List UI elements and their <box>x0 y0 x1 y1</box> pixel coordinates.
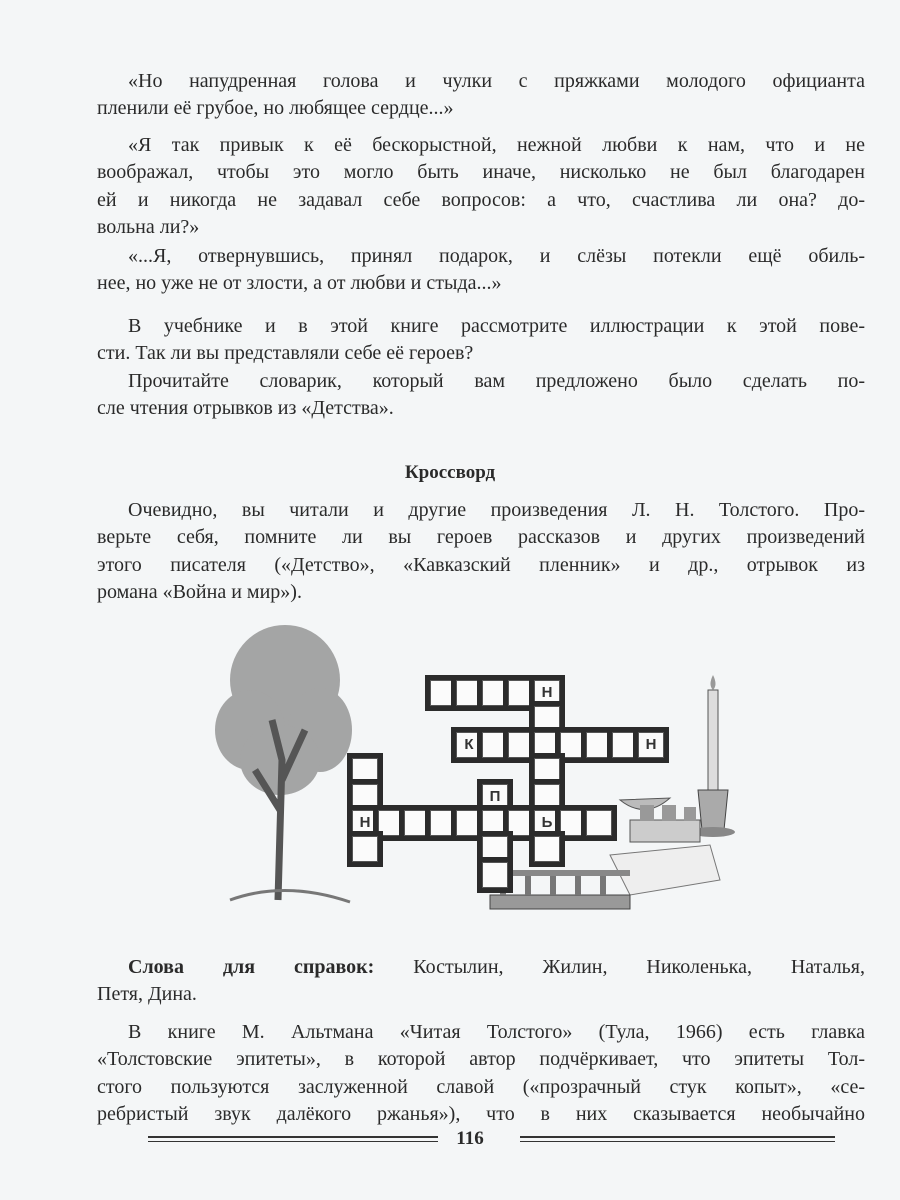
crossword-cell <box>534 706 560 732</box>
text-line: «Я так привык к её бескорыстной, нежной любви к нам, что и не <box>128 134 865 156</box>
text-line: сти. Так ли вы представляли себе её героев? <box>97 342 474 365</box>
text-line: ребристый звук далёкого ржанья»), что в них сказывается необычайно <box>97 1103 865 1126</box>
crossword-cell <box>352 836 378 862</box>
text-line: «Но напудренная голова и чулки с пряжками молодого официанта <box>128 70 865 92</box>
crossword-cell <box>482 732 508 758</box>
text-line: верьте себя, помните ли вы героев рассказов и других произведений <box>97 526 865 549</box>
paragraph-altman <box>97 1019 865 1129</box>
crossword-cell <box>456 810 482 836</box>
text-line: В учебнике и в этой книге рассмотрите иллюстрации к этой пове- <box>128 315 865 337</box>
crossword-cell <box>404 810 430 836</box>
crossword-cell <box>586 732 612 758</box>
crossword-cell <box>378 810 404 836</box>
crossword-cell <box>352 758 378 784</box>
quote-1 <box>97 68 865 123</box>
crossword-cell <box>560 810 586 836</box>
crossword-cell <box>534 758 560 784</box>
crossword-cell <box>482 862 508 888</box>
tree-illustration <box>210 610 360 910</box>
crossword-cell <box>560 732 586 758</box>
text-line: сле чтения отрывков из «Детства». <box>97 397 394 420</box>
text-line: этого писателя («Детство», «Кавказский пленник» и др., отрывок из <box>97 553 865 576</box>
crossword-cell <box>482 680 508 706</box>
text-line: воображал, чтобы это могло быть иначе, нисколько не был благодарен <box>97 161 865 184</box>
quote-3 <box>97 243 865 298</box>
crossword-cell <box>534 784 560 810</box>
text-line: «...Я, отвернувшись, принял подарок, и слёзы потекли ещё обиль- <box>128 245 865 267</box>
crossword-cell <box>612 732 638 758</box>
crossword-cell: Ь <box>534 810 560 836</box>
crossword-cell <box>534 836 560 862</box>
crossword-cell <box>430 810 456 836</box>
crossword-cell <box>352 784 378 810</box>
text-line: «Толстовские эпитеты», в которой автор подчёркивает, что эпитеты Тол- <box>97 1048 865 1071</box>
footer-rule-left <box>148 1136 438 1142</box>
text-line: пленили её грубое, но любящее сердце...» <box>97 97 454 120</box>
text-line: стого пользуются заслуженной славой («прозрачный стук копыт», «се- <box>97 1075 865 1098</box>
text-line <box>97 954 865 981</box>
crossword-cell <box>482 810 508 836</box>
desk-items-illustration <box>480 670 740 920</box>
page-number: 116 <box>456 1128 484 1149</box>
paragraph-illustrations <box>97 313 865 368</box>
crossword-cell <box>430 680 456 706</box>
crossword-cell <box>508 680 534 706</box>
crossword-cell: Н <box>638 732 664 758</box>
text-line: романа «Война и мир»). <box>97 581 302 604</box>
crossword-cell: П <box>482 784 508 810</box>
crossword-cell <box>534 732 560 758</box>
crossword-cell <box>482 836 508 862</box>
reference-words-list: Костылин, Жилин, Николенька, Наталья, <box>374 956 866 978</box>
crossword-cell <box>456 680 482 706</box>
text-line: ей и никогда не задавал себе вопросов: а что, счастлива ли она? до- <box>97 188 865 211</box>
crossword-cell <box>586 810 612 836</box>
text-line: вольна ли?» <box>97 216 200 239</box>
text-line: Очевидно, вы читали и другие произведения Л. Н. Толстого. Про- <box>128 499 865 521</box>
text-line: Петя, Дина. <box>97 983 197 1006</box>
page-footer <box>0 1128 900 1152</box>
paragraph-dictionary <box>97 368 865 423</box>
crossword-cell <box>508 810 534 836</box>
reference-label: Слова для справок: <box>128 956 375 978</box>
text-line: нее, но уже не от злости, а от любви и стыда...» <box>97 272 502 295</box>
crossword-cell: Н <box>352 810 378 836</box>
reference-words <box>97 954 865 1009</box>
crossword-cell: К <box>456 732 482 758</box>
crossword-intro <box>97 497 865 607</box>
footer-rule-right <box>520 1136 835 1142</box>
section-heading: Кроссворд <box>404 462 496 483</box>
crossword-cell <box>508 732 534 758</box>
text-line: В книге М. Альтмана «Читая Толстого» (Тула, 1966) есть главка <box>128 1021 865 1043</box>
quote-2 <box>97 132 865 242</box>
text-line: Прочитайте словарик, который вам предложено было сделать по- <box>128 370 865 392</box>
crossword-cell: Н <box>534 680 560 706</box>
